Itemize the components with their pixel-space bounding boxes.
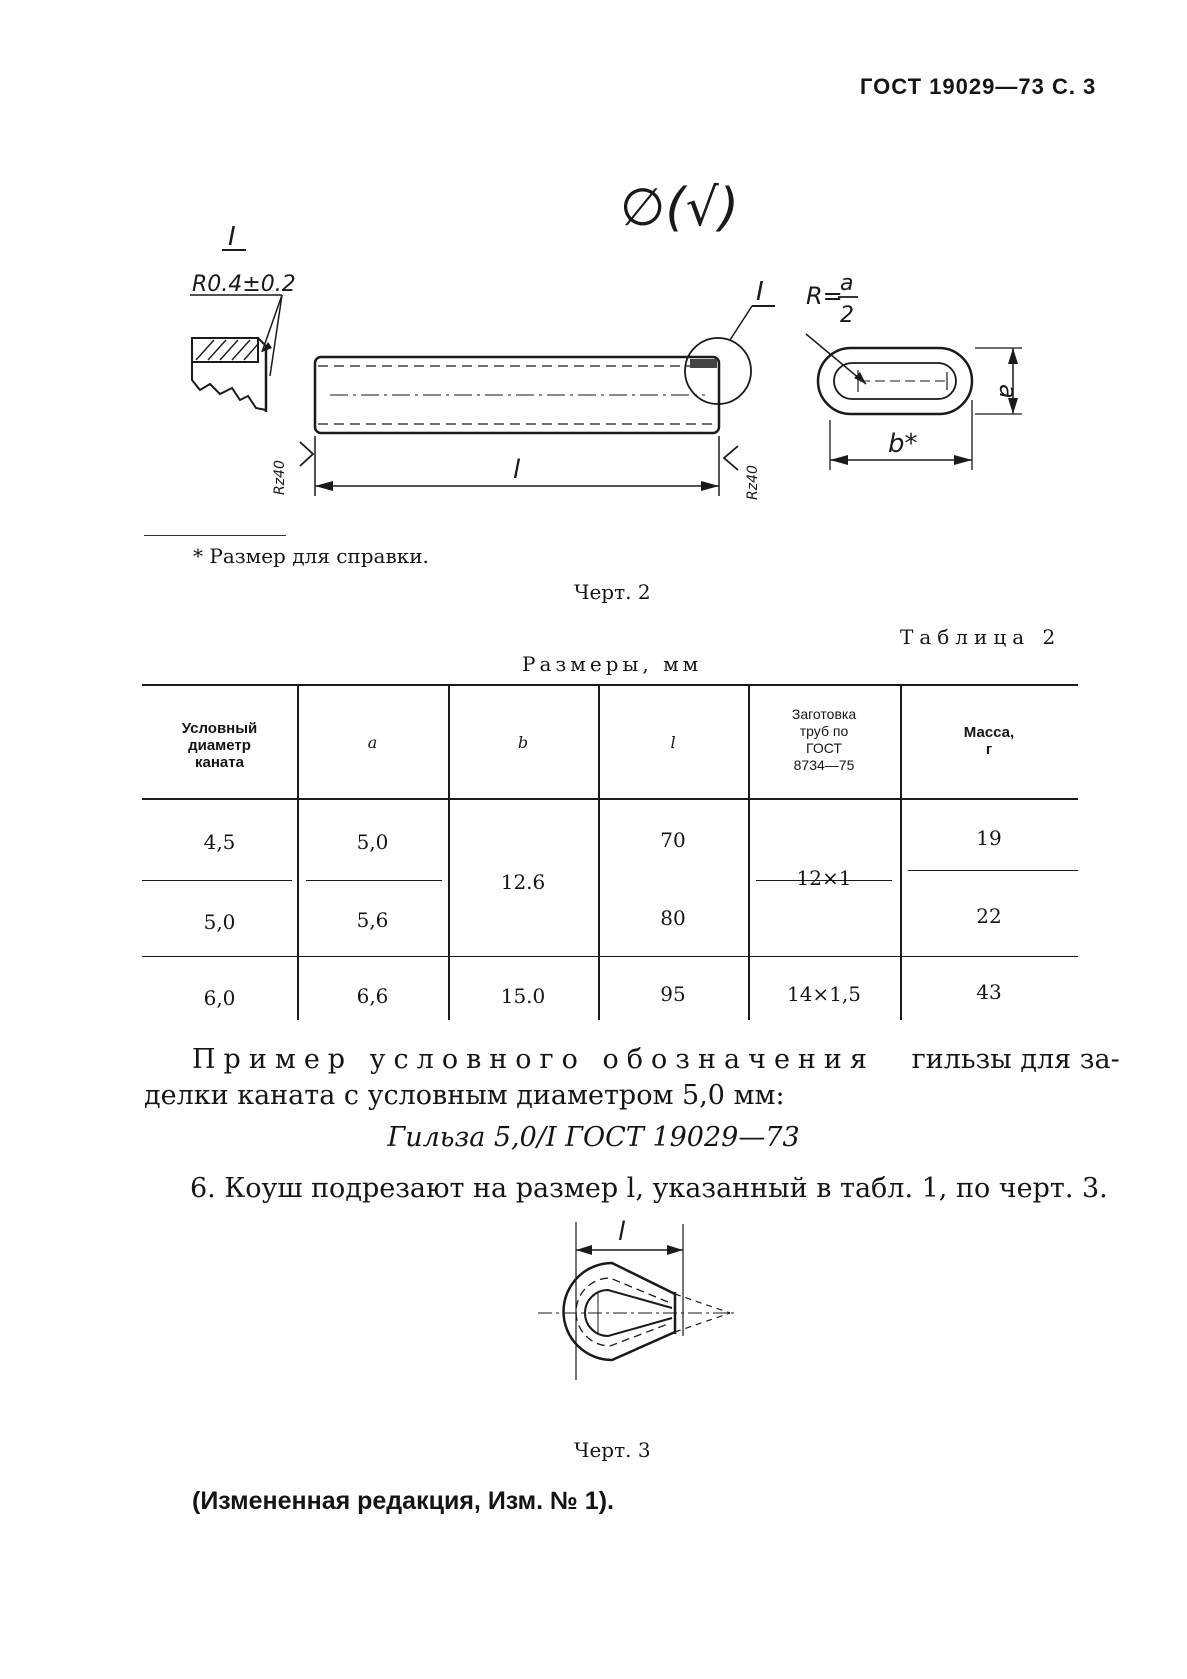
table-units: Размеры, мм xyxy=(522,652,703,676)
cell-a-r1: 5,0 xyxy=(356,830,389,854)
drawing-2 xyxy=(0,0,1187,540)
cell-diameter-r1: 4,5 xyxy=(203,830,236,854)
cell-a-r2: 5,6 xyxy=(356,908,389,932)
drawing-3 xyxy=(0,1220,1187,1430)
example-line2: делки каната с условным диаметром 5,0 мм: xyxy=(144,1080,785,1111)
dim-width: b* xyxy=(888,429,918,459)
header-b: b xyxy=(517,733,529,752)
table-title: Таблица 2 xyxy=(900,625,1062,649)
radius-note: R0.4±0.2 xyxy=(192,272,296,297)
cell-b-r3: 15.0 xyxy=(500,984,546,1008)
table-header-rule xyxy=(142,798,1078,800)
detail-label-2: I xyxy=(756,277,764,307)
radius-ellipse-den: 2 xyxy=(840,303,854,328)
example-intro: Пример условного обозначения гильзы для за- xyxy=(192,1044,1120,1075)
cell-a-r3: 6,6 xyxy=(356,984,389,1008)
header-mass: Масса, г xyxy=(963,724,1015,758)
item-6: 6. Коуш подрезают на размер l, указанный в табл. 1, по черт. 3. xyxy=(190,1173,1108,1204)
drawing-3-caption: Черт. 3 xyxy=(574,1438,651,1462)
drawing-2-caption: Черт. 2 xyxy=(574,580,651,604)
dimensions-table xyxy=(142,684,1078,1020)
cell-b-merged: 12.6 xyxy=(500,870,546,894)
amendment-note: (Измененная редакция, Изм. № 1). xyxy=(192,1487,614,1515)
header-l: l xyxy=(670,733,676,752)
dim-height: a xyxy=(994,384,1022,399)
cell-mass-r2: 22 xyxy=(976,904,1002,928)
cell-l-r2: 80 xyxy=(660,906,686,930)
cell-l-r1: 70 xyxy=(660,828,686,852)
header-blank: Заготовка труб по ГОСТ 8734—75 xyxy=(791,706,857,773)
table-top-rule xyxy=(142,684,1078,686)
detail-label: I xyxy=(228,222,236,252)
footnote: * Размер для справки. xyxy=(193,544,429,568)
cell-diameter-r3: 6,0 xyxy=(203,986,236,1010)
svg-text:R=: R= xyxy=(806,282,843,310)
rz-right: Rz40 xyxy=(745,465,761,500)
cell-diameter-r2: 5,0 xyxy=(203,910,236,934)
cell-blank-r3: 14×1,5 xyxy=(786,982,861,1006)
designation: Гильза 5,0/I ГОСТ 19029—73 xyxy=(387,1122,800,1153)
cell-mass-r1: 19 xyxy=(976,826,1002,850)
page-header: ГОСТ 19029—73 С. 3 xyxy=(860,74,1097,99)
radius-ellipse-num: a xyxy=(840,271,854,296)
cell-blank-merged: 12×1 xyxy=(796,866,852,890)
cell-l-r3: 95 xyxy=(660,982,686,1006)
dim-length-3: l xyxy=(618,1220,626,1247)
dim-length: l xyxy=(513,455,521,485)
footnote-rule xyxy=(144,535,286,536)
header-a: a xyxy=(367,733,378,752)
roughness-mark: ∅(√) xyxy=(620,178,740,238)
rz-left: Rz40 xyxy=(272,460,288,495)
header-diameter: Условный диаметр каната xyxy=(181,720,258,771)
cell-mass-r3: 43 xyxy=(976,980,1002,1004)
